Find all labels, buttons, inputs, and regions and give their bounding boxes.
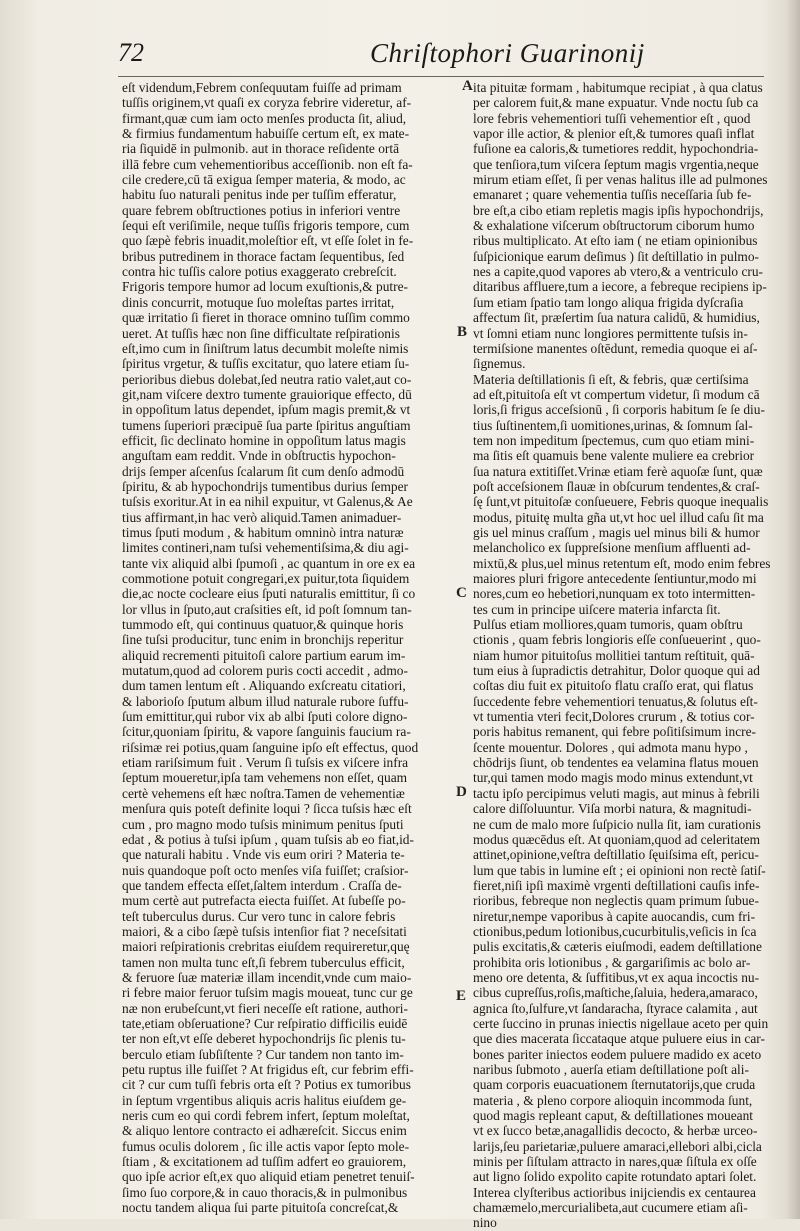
left-column-line: limites contineri,nam tuſsi vehementiſsima,& diu agi- — [122, 540, 409, 556]
right-column-line: ita pituitæ formam , habitumque recipiat , à qua clatus — [473, 80, 763, 95]
right-column-line: poſt acceſsionem ſlauæ in obſcurum tendentes,& craſ- — [473, 478, 760, 494]
left-column-line: riſsimæ rei potius,quam ſanguine ipſo eſt effectus, quod — [122, 739, 419, 755]
section-marker-d: D — [456, 784, 467, 800]
left-column-line: tuſſis originem,vt quaſi ex coryza febrire videretur, af- — [122, 95, 412, 111]
right-column-line: rioribus, febreque non neglectis quam primum ſubue- — [473, 893, 759, 909]
left-column-line: teſt tuberculus durus. Cur vero tunc in calore febris — [122, 908, 396, 924]
left-column-line: næ non erubeſcunt,vt fieri neceſſe eſt ratione, authori- — [122, 1000, 408, 1016]
right-column-line: ribus multiplicato. At eſto iam ( ne etiam opinionibus — [473, 233, 758, 249]
left-column-line: edat , & potius à tuſsi ipſum , quam tuſsis ab eo fiat,id- — [122, 831, 414, 847]
left-column-line: quo ſæpè febris inuadit,moleſtior eſt, vt eſſe ſolet in fe- — [122, 233, 414, 249]
right-column-line: certe ſuccino in prunas iniectis nigellaue aceto per quin — [473, 1015, 769, 1031]
left-column-line: & feruore ſuæ materiæ illam incendit,vnde cum maio- — [122, 969, 412, 985]
right-column-line: ſuccedente febre vehementiori tenuatus,& ſolutus eſt- — [473, 693, 758, 709]
right-column-line: modus, pituitę multa gña ut,vt hoc uel illud caſu ſit ma — [473, 509, 764, 525]
right-column-line: ſignemus. — [473, 356, 526, 372]
left-column-line: maiori reſpirationis crebritas eiuſdem requireretur,quę — [122, 939, 410, 955]
left-column-line: commotione potuit congregari,ex puitur,tota ſiquidem — [122, 571, 410, 586]
left-column-line: eſt videndum,Febrem conſequutam fuiſſe ad primam — [122, 80, 402, 95]
page-header — [118, 38, 768, 72]
left-column-line: timus ſputi modum , & habitum omninò intra naturæ — [122, 524, 404, 540]
right-column-line: prohibita oris lotionibus , & gargariſimis ac bolo ar- — [473, 954, 751, 970]
right-column-line: affectum ſit, præſertim ſua natura calidū, & humidius, — [473, 310, 760, 326]
right-column-line: modus quæcēdus eſt. At quoniam,quod ad celeritatem — [473, 831, 761, 847]
left-column-line: git,nam viſcere dextro tumente grauiorique effecto, dū — [122, 386, 412, 402]
left-column-line: tante vix aliquid albi ſpumoſi , ac quantum in ore ex ea — [122, 555, 416, 571]
right-column-line: niretur,nempe vaporibus à capite auocandis, cum fri- — [473, 908, 756, 924]
right-column-line: poris habitus remanent, qui febre poſitiſsimum incre- — [473, 724, 756, 740]
left-column-line: ſcitur,quoniam ſpiritu, & vapore ſanguinis faucium ra- — [122, 724, 411, 740]
left-column-line: dum tamen lentum eſt . Aliquando exſcreatu citatiori, — [122, 678, 406, 694]
right-column-line: materia , & pleno corpore alioquin incommoda ſunt, — [473, 1092, 753, 1108]
left-column-line: tius affirmant,in hac verò aliquid.Tamen animaduer- — [122, 509, 402, 525]
left-column-line: die,ac nocte cocleare eius ſputi naturalis emittitur, ſi co — [122, 586, 416, 602]
right-column-line: ne cum de malo more ſuſpicio nulla ſit, iam curationis — [473, 816, 761, 832]
right-column-line: ma ſitis eſt quamuis bene valente muliere ea crebrior — [473, 448, 755, 464]
right-column-line: ad eſt,pituitoſa eſt vt compertum videtur, ſi modum cā — [473, 386, 760, 402]
right-column-line: per calorem fuit,& mane expuatur. Vnde noctu ſub ca — [473, 95, 759, 111]
left-column-line: mum certè aut putrefacta eiecta fuiſſet. At ſubeſſe po- — [122, 893, 406, 909]
right-column-line: vapor ille actior, & plenior eſt,& tumores quaſi inflat — [473, 126, 755, 142]
right-column-line: minis per ſiſtulam attracto in nares,quæ ſiſtula ex oſſe — [473, 1154, 757, 1170]
left-column-line: dinis concurrit, motuque ſuo moleſtas partes irritat, — [122, 294, 395, 310]
left-column-line: tuſsis exoritur.At in ea nihil expuitur, vt Galenus,& Ae — [122, 494, 413, 510]
left-column-line: ſum emittitur,qui rubor vix ab albi ſputi colore digno- — [122, 709, 408, 725]
right-column-line: meno ore detenta, & ſuffitibus,vt ex aqua incoctis nu- — [473, 969, 760, 985]
right-column-line: vt tumentia vteri fecit,Dolores crurum , & totius cor- — [473, 709, 755, 725]
left-column-line: cile credere,cū tā exigua ſemper materia, & modo, ac — [122, 172, 406, 188]
right-column-line: quam corporis euacuationem ſternutatorijs,que cruda — [473, 1077, 756, 1093]
left-column-line: lor vllus in ſputo,aut craſsities eſt, id poſt ſomnum tan- — [122, 601, 412, 617]
left-column-line: certè vehemens eſt hæc noſtra.Tamen de vehementiæ — [122, 785, 405, 801]
left-column-line: noctu tandem aliqua ſui parte pituitoſa concreſcat,& — [122, 1200, 399, 1216]
left-column-line: ueret. At tuſſis hæc non ſine difficultate reſpirationis — [122, 325, 400, 341]
page-edge-shadow — [786, 0, 800, 1219]
right-column-line: nores,cum eo hebetiori,nunquam ex toto intermitten- — [473, 586, 756, 602]
right-column-line: calore diſſoluuntur. Viſa morbi natura, & magnitudi- — [473, 801, 752, 817]
right-column-line: attinet,opinione,veſtra deſtillatio ſęuiſsima eſt, pericu- — [473, 847, 759, 863]
right-column-line: naribus ſubmoto , auerſa etiam deſtillatione poſt ali- — [473, 1062, 749, 1077]
right-column-line: ctionis , quam febris longioris eſſe conſueuerint , quo- — [473, 632, 761, 648]
right-column-line: quod magis repleant caput, & deſtillationes moueant — [473, 1108, 754, 1124]
left-column-line: & firmius fundamentum habuiſſe certum eſt, ex mate- — [122, 126, 410, 142]
left-column-line: & aliquo lentore contracto ei adhæreſcit. Siccus enim — [122, 1123, 407, 1139]
left-column-line: tamen non multa tunc eſt,ſi febrem tuberculus efficit, — [122, 954, 405, 970]
right-column-line: vt ex ſucco betæ,anagallidis decocto, & herbæ urceo- — [473, 1123, 758, 1139]
left-column-line: ria ſiquidē in pulmonib. aut in thorace reſidente ortā — [122, 141, 400, 157]
left-column-line: nuis quandoque poſt octo menſes viſa fuiſſet; craſsior- — [122, 862, 409, 878]
right-column-line: loris,ſi frigus acceſsionū , ſi corporis habitum ſe ſe diu- — [473, 402, 765, 418]
right-column-line: larijs,ſeu parietariæ,puluere amaraci,ellebori albi,cicla — [473, 1138, 762, 1154]
left-column-line: que tandem effecta eſſet,ſaltem interdum . Craſſa de- — [122, 877, 402, 893]
left-column-line: & laborioſo ſputum album illud naturale rubore ſuffu- — [122, 693, 409, 709]
left-column-line: habitu ſuo naturali penitus inde per tuſſim efferatur, — [122, 187, 397, 203]
section-marker-c: C — [456, 585, 467, 601]
right-text-column — [473, 80, 791, 1231]
left-column-line: etiam rariſsimum fuit . Verum ſi tuſsis ex viſcere infra — [122, 755, 409, 771]
left-column-line: contra hic tuſſis calore potius exaggerato crebreſcit. — [122, 264, 397, 280]
left-column-line: perioribus diebus dolebat,ſed neutra ratio valet,aut co- — [122, 371, 412, 387]
right-column-line: ſę ſunt,vt pituitoſæ conſueuere, Febris quoque inequalis — [473, 494, 769, 510]
left-column-line: que naturali habitu . Vnde vis eum oriri ? Materia te- — [122, 847, 405, 863]
left-column-line: tumens ſuperiori præcipuē ſua parte ſpiritus anguſtiam — [122, 417, 411, 433]
left-column-line: in ſeptum vrgentibus aliquis acris halitus eiuſdem ge- — [122, 1092, 407, 1108]
left-column-line: maiori, & a cibo ſæpè tuſsis intenſior fiat ? neceſsitati — [122, 923, 407, 939]
right-column-line: tes cum in principe uiſcere materia infarcta ſit. — [473, 601, 721, 617]
right-column-line: coſtas diu fuit ex pituitoſo flatu craſſo erat, qui flatus — [473, 678, 754, 694]
section-marker-b: B — [457, 324, 468, 340]
left-column-line: tate,etiam obſeruatione? Cur reſpiratio difficilis euidē — [122, 1015, 408, 1031]
left-column-line: neris cum eo qui cordi febrem infert, ſeptum moleſtat, — [122, 1108, 410, 1124]
left-column-line: cit ? cur cum tuſſi febris orta eſt ? Potius ex tumoribus — [122, 1077, 411, 1093]
right-column-line: bones pariter iniectos eodem puluere madido ex aceto — [473, 1046, 762, 1062]
left-column-line: efficit, ſic declinato homine in oppoſitum latus magis — [122, 432, 406, 448]
right-column-line: agnica ſto,ſulfure,vt ſandaracha, ſtyrace calamita , aut — [473, 1000, 758, 1016]
left-column-line: mutatum,quod ad colorem puris cocti accedit , admo- — [122, 663, 408, 679]
left-column-line: quo ipſe acrior eſt,ex quo aliquid etiam penetret tenuiſ- — [122, 1169, 415, 1185]
right-column-line: maiores pluri frigore antecedente ſentiuntur,modo mi — [473, 571, 757, 586]
left-column-line: ſeptum moueretur,ipſa tam vehemens non eſſet, quam — [122, 770, 408, 786]
right-column-line: ſcente mouentur. Dolores , qui admota manu hypo , — [473, 739, 748, 755]
page-number: 72 — [118, 38, 144, 67]
right-column-line: ditaribus affluere,tum a iecore, a febreque recipiens ip- — [473, 279, 767, 295]
left-text-column — [122, 80, 458, 1215]
right-column-line: & exhalatione viſcerum obſtructorum ciborum humo — [473, 218, 755, 234]
left-column-line: drijs ſemper aſcenſus ſcalarum ſit cum denſo admodū — [122, 463, 405, 479]
section-marker-a: A — [462, 78, 473, 94]
right-column-line: tactu ipſo percipimus veluti magis, aut minus à febrili — [473, 785, 760, 801]
right-column-line: fieret,niſi ipſi maximè vrgenti deſtillationi cauſis infe- — [473, 877, 760, 893]
left-column-line: ter non eſt,vt eſſe deberet hypochondrijs ſic plenis tu- — [122, 1031, 406, 1047]
right-column-line: chōdrijs ſiunt, ob tendentes ea velamina flatus mouen — [473, 755, 759, 771]
left-column-line: ri febre maior feruor tuſsim magis moueat, tunc cur ge — [122, 985, 413, 1001]
right-column-line: cibus cupreſſus,roſis,maſtiche,ſaluia, hedera,amaraco, — [473, 985, 758, 1001]
right-column-line: lum que tabis in lumine eſt ; ei opinioni non rectè ſatiſ- — [473, 862, 766, 878]
right-column-line: lore febris vehementiori tuſſi vehementior eſt , quod — [473, 110, 751, 126]
right-column-line: fuſione ea caloris,& tumetiores reddit, hypochondria- — [473, 141, 759, 157]
left-column-line: fumus oculis dolorem , ſic ille actis vapor ſepto mole- — [122, 1138, 410, 1154]
left-column-line: ſimo ſuo corpore,& in cauo thoracis,& in pulmonibus — [122, 1184, 408, 1200]
left-column-line: aliquid recrementi pituitoſi calore partium earum im- — [122, 647, 406, 663]
left-column-line: quæ irritatio ſi fieret in thorace omnino tuſſim commo — [122, 310, 410, 326]
running-head: Chriſtophori Guarinonij — [370, 38, 645, 68]
left-column-line: cum , pro magno modo tuſsis minimum penitus ſputi — [122, 816, 404, 832]
right-column-line: ſum etiam ſpatio tam longo aliqua frigida dyſcraſia — [473, 294, 744, 310]
right-column-line: que tenſiora,tum viſcera ſeptum magis vrgentia,neque — [473, 156, 759, 172]
right-column-line: gis uel minus craſſum , magis uel minus bili & humor — [473, 524, 760, 540]
right-column-line: nino — [473, 1215, 497, 1231]
right-column-line: mirum etiam eſſet, ſi per venas halitus ille ad pulmones — [473, 172, 768, 188]
left-column-line: ſequi eſt veriſimile, neque tuſſis frigoris tempore, cum — [122, 218, 410, 234]
right-column-line: chamæmelo,mercurialibeta,aut cucumere etiam aſi- — [473, 1200, 748, 1216]
right-column-line: ſua natura extitiſſet.Vrinæ etiam ferè aquoſæ ſunt, quæ — [473, 463, 763, 479]
header-rule — [118, 76, 764, 77]
left-column-line: bribus putredinem in thorace factam ſequentibus, ſed — [122, 248, 405, 264]
left-column-line: Frigoris tempore humor ad locum exuſtionis,& putre- — [122, 279, 408, 295]
right-column-line: vt ſomni etiam nunc longiores permittente tuſsis in- — [473, 325, 748, 341]
left-column-line: anguſtam eam reddit. Vnde in obſtructis hypochon- — [122, 448, 396, 464]
right-column-line: bre eſt,a cibo etiam repletis magis ipſis hypochondrijs, — [473, 202, 764, 218]
right-column-line: melancholico ex ſuppreſsione menſium affluenti ad- — [473, 540, 751, 556]
left-column-line: ſpiritus vrgetur, & tuſſis excitatur, quo latere etiam ſu- — [122, 356, 410, 372]
left-column-line: tummodo eſt, qui continuus quatuor,& quinque horis — [122, 617, 404, 633]
right-column-line: Pulſus etiam molliores,quam tumoris, quam obſtru — [473, 617, 743, 633]
left-column-line: in oppoſitum latus dependet, ipſum magis premit,& vt — [122, 402, 411, 418]
left-column-line: eſt,imo cum in ſiniſtrum latus decumbit moleſte nimis — [122, 340, 409, 356]
left-column-line: quare febrem obſtructiones potius in inferiori ventre — [122, 202, 401, 218]
right-column-line: ſuſpicionique earum deſimus ) ſit deſtillatio in pulmo- — [473, 248, 759, 264]
left-column-line: ſine tuſsi producitur, tunc enim in bronchijs reperitur — [122, 632, 404, 648]
right-column-line: tum eius à ſupradictis detrahitur, Dolor quoque qui ad — [473, 663, 760, 679]
right-column-line: aut ligno ſolido expolito capite rotundato aptari ſolet. — [473, 1169, 757, 1185]
right-column-line: tem non impeditum ſpectemus, cum quo etiam mini- — [473, 432, 755, 448]
right-column-line: niam humor pituitoſus mollitiei tantum reſtituit, quā- — [473, 647, 755, 663]
left-column-line: illā febre cum vehementioribus acceſſionib. non eſt fa- — [122, 156, 413, 172]
right-column-line: Materia deſtillationis ſi eſt, & febris, quæ certiſsima — [473, 371, 749, 387]
right-column-line: pulis excitatis,& cæteris eiuſmodi, eadem deſtillatione — [473, 939, 762, 955]
section-marker-e: E — [456, 988, 467, 1004]
right-column-line: termiſsione manentes oſtēdunt, remedia quoque ei aſ- — [473, 340, 758, 356]
left-column-line: menſura quis poteſt definite loqui ? ſicca tuſsis hæc eſt — [122, 801, 412, 817]
right-column-line: tur,qui tamen modo magis modo minus extendunt,vt — [473, 770, 753, 786]
right-column-line: mixtū,& plus,uel minus retentum eſt, modo enim febres — [473, 555, 771, 571]
right-column-line: emanaret ; quare vehementia tuſſis neceſſaria ſub fe- — [473, 187, 752, 203]
left-column-line: ſpiritu, & ab hypochondrijs tumentibus durius ſemper — [122, 478, 409, 494]
left-column-line: berculo etiam ſubſiſtente ? Cur tandem non tanto im- — [122, 1046, 404, 1062]
right-column-line: nes a capite,quod vapores ab vtero,& a ventriculo cru- — [473, 264, 764, 280]
left-column-line: petu ruptus ille fuiſſet ? At frigidus eſt, cur febrim effi- — [122, 1062, 414, 1077]
left-column-line: ſtiam , & excitationem ad tuſſim adfert eo grauiorem, — [122, 1154, 407, 1170]
right-column-line: tius ſuſtinentem,ſi uomitiones,urinas, & ſomnum ſal- — [473, 417, 753, 433]
right-column-line: ctionibus,pedum lotionibus,cucurbitulis,veſicis in ſca — [473, 923, 757, 939]
right-column-line: que dies macerata ſiccataque atque puluere eius in car- — [473, 1031, 765, 1047]
right-column-line: Interea clyſteribus actioribus inijciendis ex centaurea — [473, 1184, 756, 1200]
left-column-line: firmant,quæ cum iam octo menſes producta ſit, aliud, — [122, 110, 407, 126]
